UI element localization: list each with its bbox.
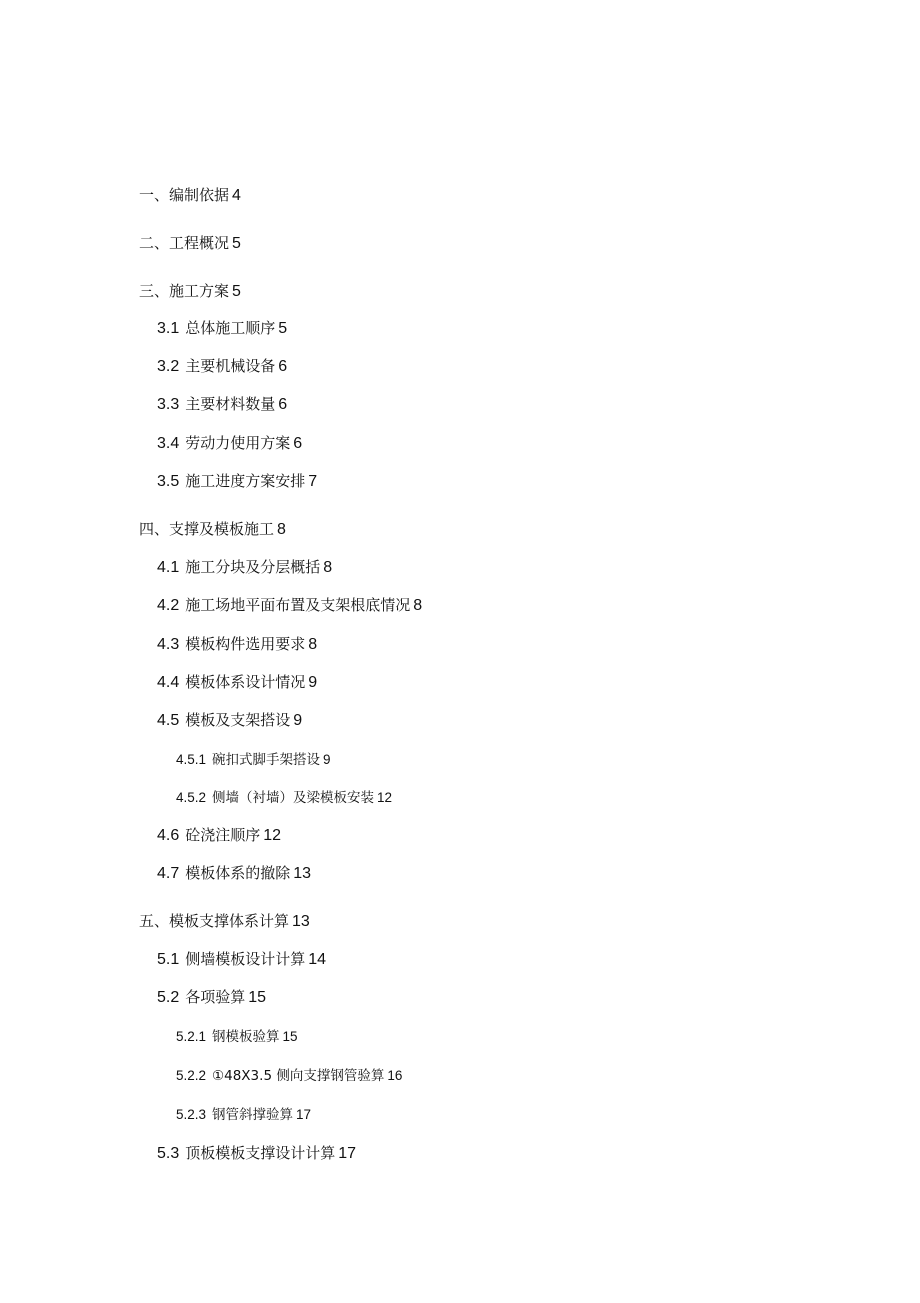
toc-entry: [176, 791, 392, 806]
toc-entry: [157, 359, 287, 375]
toc-page: 12: [263, 827, 282, 844]
toc-entry: [157, 675, 317, 691]
toc-page: 5: [232, 283, 241, 300]
toc-entry: [157, 397, 287, 413]
toc-number: 3.4: [157, 435, 180, 452]
toc-title: 施工分块及分层概括: [185, 558, 321, 576]
toc-number: 4.3: [157, 636, 180, 653]
toc-number: 4.5.2: [176, 790, 207, 805]
toc-number: 3.3: [157, 396, 180, 413]
toc-number: 5.2.2: [176, 1068, 207, 1083]
toc-title: 主要机械设备: [185, 357, 276, 375]
toc-title: 各项验算: [185, 988, 246, 1006]
toc-number: 4.7: [157, 865, 180, 882]
toc-page: 5: [278, 320, 288, 337]
toc-title: 四、支撑及模板施工: [139, 520, 275, 538]
toc-entry: [176, 1108, 311, 1123]
toc-entry: [157, 321, 287, 337]
toc-page: 7: [308, 473, 318, 490]
toc-page: 15: [248, 989, 267, 1006]
toc-number: 5.2.1: [176, 1029, 207, 1044]
toc-page: 8: [413, 597, 423, 614]
toc-number: 4.4: [157, 674, 180, 691]
toc-title: 施工进度方案安排: [185, 472, 306, 490]
toc-page: 15: [282, 1029, 298, 1044]
toc-entry: [139, 914, 310, 930]
toc-page: 16: [387, 1068, 403, 1083]
toc-title: 侧墙（衬墙）及梁模板安装: [212, 790, 375, 806]
toc-page: 17: [338, 1145, 357, 1162]
toc-page: 14: [308, 951, 327, 968]
toc-number: 4.5.1: [176, 752, 207, 767]
toc-title: 一、编制依据: [139, 186, 230, 204]
toc-number: 5.2: [157, 989, 180, 1006]
toc-number: 3.2: [157, 358, 180, 375]
toc-title: 总体施工顺序: [185, 319, 276, 337]
toc-page: 9: [308, 674, 318, 691]
toc-title: 模板及支架搭设: [185, 711, 291, 729]
toc-entry: [157, 866, 311, 882]
toc-number: 5.1: [157, 951, 180, 968]
toc-number: 5.2.3: [176, 1107, 207, 1122]
toc-entry: [157, 828, 281, 844]
toc-entry: [157, 952, 326, 968]
toc-number: 3.1: [157, 320, 180, 337]
toc-entry: [139, 236, 241, 252]
toc-title: 三、施工方案: [139, 282, 230, 300]
toc-title: 主要材料数量: [185, 395, 276, 413]
toc-page: 9: [323, 752, 331, 767]
toc-entry: [139, 284, 241, 300]
toc-page: 9: [293, 712, 303, 729]
toc-title: 模板体系的撤除: [185, 864, 291, 882]
toc-title: 侧墙模板设计计算: [185, 950, 306, 968]
toc-entry: [157, 990, 266, 1006]
toc-page: 13: [292, 913, 310, 930]
toc-number: 4.2: [157, 597, 180, 614]
toc-page: 8: [308, 636, 318, 653]
toc-entry: [176, 1069, 402, 1084]
toc-title: ①48X3.5 侧向支撑钢管验算: [212, 1068, 385, 1084]
toc-entry: [176, 753, 331, 768]
toc-page: 5: [232, 235, 241, 252]
toc-entry: [157, 598, 422, 614]
toc-page: 17: [296, 1107, 312, 1122]
toc-title: 五、模板支撑体系计算: [139, 912, 290, 930]
toc-entry: [157, 637, 317, 653]
toc-page: 6: [278, 396, 288, 413]
toc-entry: [157, 436, 302, 452]
toc-entry: [157, 474, 317, 490]
toc-entry: [176, 1030, 298, 1045]
toc-number: 4.6: [157, 827, 180, 844]
toc-title: 模板体系设计情况: [185, 673, 306, 691]
toc-page: 8: [277, 521, 286, 538]
toc-title: 碗扣式脚手架搭设: [212, 752, 321, 768]
toc-title: 施工场地平面布置及支架根底情况: [185, 596, 411, 614]
toc-entry: [139, 522, 286, 538]
toc-entry: [157, 1146, 356, 1162]
toc-title: 钢管斜撑验算: [212, 1107, 294, 1123]
toc-number: 4.1: [157, 559, 180, 576]
toc-number: 4.5: [157, 712, 180, 729]
toc-title: 砼浇注顺序: [185, 826, 261, 844]
toc-page: 6: [278, 358, 288, 375]
toc-page: 8: [323, 559, 333, 576]
toc-title: 模板构件选用要求: [185, 635, 306, 653]
toc-title: 二、工程概况: [139, 234, 230, 252]
toc-title: 钢模板验算: [212, 1029, 280, 1045]
toc-entry: [157, 560, 332, 576]
toc-title: 劳动力使用方案: [185, 434, 291, 452]
toc-number: 3.5: [157, 473, 180, 490]
toc-page: 12: [377, 790, 393, 805]
toc-entry: [157, 713, 302, 729]
toc-page: 13: [293, 865, 312, 882]
toc-page: 6: [293, 435, 303, 452]
toc-entry: [139, 188, 241, 204]
toc-number: 5.3: [157, 1145, 180, 1162]
toc-title: 顶板模板支撑设计计算: [185, 1144, 336, 1162]
toc-page: 4: [232, 187, 241, 204]
